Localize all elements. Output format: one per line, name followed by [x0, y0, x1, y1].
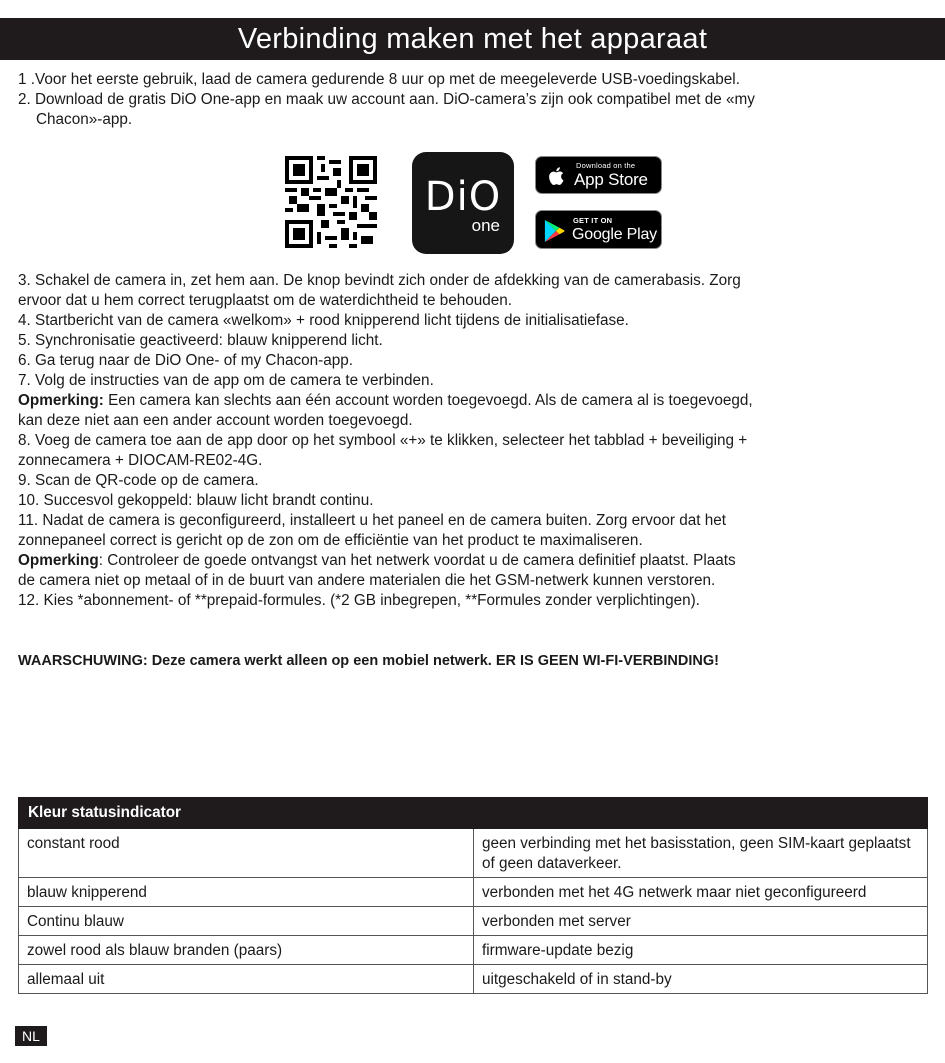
step-5: 5. Synchronisatie geactiveerd: blauw knipperend licht.	[18, 332, 383, 349]
google-play-text: Google Play	[572, 226, 657, 243]
step-11: 11. Nadat de camera is geconfigureerd, installeert u het paneel en de camera buiten. Zorg ervoor dat het	[18, 512, 727, 529]
page-title: Verbinding maken met het apparaat	[0, 18, 945, 60]
status-color-cell: allemaal uit	[19, 965, 474, 994]
step-11-continued: zonnepaneel correct is gericht op de zon om de efficiëntie van het product te maximaliseren.	[18, 532, 643, 549]
status-color-cell: zowel rood als blauw branden (paars)	[19, 936, 474, 965]
step-2: 2. Download de gratis DiO One-app en maak uw account aan. DiO-camera’s zijn ook compatibel met de «my	[18, 91, 755, 108]
language-tag: NL	[15, 1026, 47, 1046]
dio-one-app-icon[interactable]	[412, 152, 514, 254]
status-color-cell: Continu blauw	[19, 907, 474, 936]
status-meaning-cell: firmware-update bezig	[474, 936, 928, 965]
app-store-badge[interactable]	[535, 156, 662, 194]
app-store-small-text: Download on the	[576, 161, 636, 170]
step-11-note	[18, 551, 933, 571]
one-logo-text: one	[471, 216, 500, 235]
note-text: Een camera kan slechts aan één account worden toegevoegd. Als de camera al is toegevoegd,	[103, 392, 753, 409]
step-12: 12. Kies *abonnement- of **prepaid-formules. (*2 GB inbegrepen, **Formules zonder verplichtingen).	[18, 592, 700, 609]
status-indicator-table	[18, 797, 928, 994]
app-store-text: App Store	[574, 170, 648, 189]
step-8-continued: zonnecamera + DIOCAM-RE02-4G.	[18, 452, 263, 469]
step-9: 9. Scan de QR-code op de camera.	[18, 472, 259, 489]
step-10: 10. Succesvol gekoppeld: blauw licht brandt continu.	[18, 492, 374, 509]
apple-icon	[546, 164, 568, 188]
steps-list	[18, 271, 933, 611]
step-3: 3. Schakel de camera in, zet hem aan. De knop bevindt zich onder de afdekking van de camerabasis. Zorg	[18, 272, 741, 289]
note-label: Opmerking	[18, 552, 99, 569]
step-3-continued: ervoor dat u hem correct terugplaatst om de waterdichtheid te behouden.	[18, 292, 513, 309]
steps-intro	[18, 70, 928, 130]
table-row	[19, 878, 928, 907]
status-color-cell: blauw knipperend	[19, 878, 474, 907]
note-text: : Controleer de goede ontvangst van het netwerk voordat u de camera definitief plaatst. Plaats	[98, 552, 736, 569]
step-8: 8. Voeg de camera toe aan de app door op het symbool «+» te klikken, selecteer het tabblad + beveiliging +	[18, 432, 748, 449]
status-meaning-cell: verbonden met server	[474, 907, 928, 936]
step-7-note	[18, 391, 933, 411]
note-label: Opmerking:	[18, 392, 104, 409]
step-7-note-continued: kan deze niet aan een ander account worden toegevoegd.	[18, 412, 413, 429]
step-4: 4. Startbericht van de camera «welkom» + rood knipperend licht tijdens de initialisatiefase.	[18, 312, 629, 329]
dio-logo-text: DiO	[424, 174, 502, 220]
status-meaning-cell: verbonden met het 4G netwerk maar niet geconfigureerd	[474, 878, 928, 907]
warning-text: WAARSCHUWING: Deze camera werkt alleen op een mobiel netwerk. ER IS GEEN WI-FI-VERBINDING!	[18, 653, 719, 669]
step-1: 1 .Voor het eerste gebruik, laad de camera gedurende 8 uur op met de meegeleverde USB-voedingskabel.	[18, 71, 740, 88]
status-meaning-cell: uitgeschakeld of in stand-by	[474, 965, 928, 994]
step-11-note-continued: de camera niet op metaal of in de buurt van andere materialen die het GSM-netwerk kunnen verstoren.	[18, 572, 716, 589]
step-7: 7. Volg de instructies van de app om de camera te verbinden.	[18, 372, 434, 389]
qr-code-icon[interactable]	[285, 156, 377, 248]
table-header: Kleur statusindicator	[19, 798, 928, 829]
table-row	[19, 829, 928, 878]
table-row	[19, 965, 928, 994]
table-header-row	[19, 798, 928, 829]
google-play-badge[interactable]	[535, 210, 662, 249]
step-2-continued: Chacon»-app.	[36, 111, 133, 128]
google-play-small-text: GET IT ON	[573, 216, 613, 225]
table-row	[19, 907, 928, 936]
google-play-icon	[544, 219, 566, 243]
status-meaning-cell: geen verbinding met het basisstation, geen SIM-kaart geplaatst of geen dataverkeer.	[474, 829, 928, 878]
table-row	[19, 936, 928, 965]
app-download-section	[0, 150, 945, 255]
step-6: 6. Ga terug naar de DiO One- of my Chacon-app.	[18, 352, 354, 369]
status-color-cell: constant rood	[19, 829, 474, 878]
